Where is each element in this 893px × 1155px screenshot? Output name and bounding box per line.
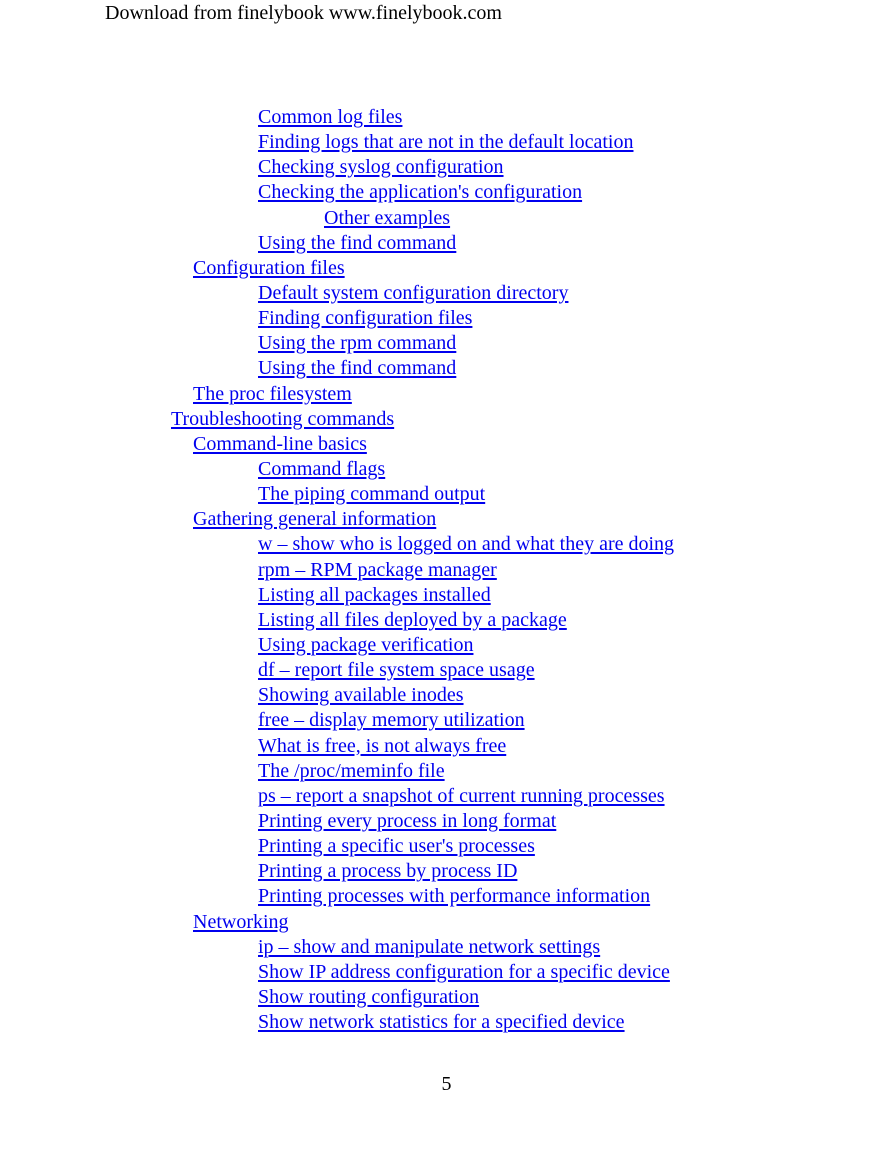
toc-entry bbox=[0, 583, 893, 608]
toc-link[interactable]: ip – show and manipulate network settings bbox=[258, 935, 601, 958]
toc-link[interactable]: Checking syslog configuration bbox=[258, 156, 504, 179]
toc-entry bbox=[0, 1010, 893, 1035]
toc-entry bbox=[0, 784, 893, 809]
toc-link[interactable]: Finding logs that are not in the default location bbox=[258, 131, 634, 154]
toc-link[interactable]: Common log files bbox=[258, 106, 403, 128]
toc-link[interactable]: Show routing configuration bbox=[258, 985, 480, 1008]
toc-link[interactable]: Gathering general information bbox=[193, 508, 437, 531]
toc-entry bbox=[0, 935, 893, 960]
toc-link[interactable]: Using the find command bbox=[258, 231, 457, 254]
toc-entry bbox=[0, 231, 893, 256]
toc-link[interactable]: df – report file system space usage bbox=[258, 659, 535, 682]
toc-entry bbox=[0, 356, 893, 381]
toc-link[interactable]: ps – report a snapshot of current running processes bbox=[258, 784, 665, 807]
toc-link[interactable]: What is free, is not always free bbox=[258, 734, 507, 757]
toc-entry bbox=[0, 884, 893, 909]
toc-entry bbox=[0, 558, 893, 583]
toc-entry bbox=[0, 206, 893, 231]
toc-link[interactable]: Command flags bbox=[258, 457, 386, 480]
toc-entry bbox=[0, 734, 893, 759]
toc-entry bbox=[0, 960, 893, 985]
toc-entry bbox=[0, 306, 893, 331]
toc-entry bbox=[0, 105, 893, 130]
download-header: Download from finelybook www.finelybook.com bbox=[105, 2, 502, 24]
toc-link[interactable]: free – display memory utilization bbox=[258, 709, 525, 732]
toc-entry bbox=[0, 256, 893, 281]
toc-link[interactable]: Default system configuration directory bbox=[258, 281, 569, 304]
toc-entry bbox=[0, 759, 893, 784]
toc-link[interactable]: rpm – RPM package manager bbox=[258, 558, 497, 581]
toc-entry bbox=[0, 910, 893, 935]
toc-entry bbox=[0, 608, 893, 633]
toc-link[interactable]: Other examples bbox=[324, 206, 451, 229]
toc-entry bbox=[0, 281, 893, 306]
toc-link[interactable]: Printing a process by process ID bbox=[258, 860, 518, 883]
toc-link[interactable]: Show IP address configuration for a specific device bbox=[258, 960, 670, 983]
page-number: 5 bbox=[441, 1073, 452, 1095]
toc-entry bbox=[0, 809, 893, 834]
toc-link[interactable]: Troubleshooting commands bbox=[171, 407, 395, 430]
toc-link[interactable]: Using the find command bbox=[258, 357, 457, 380]
toc-link[interactable]: Using package verification bbox=[258, 633, 474, 656]
toc-link[interactable]: Listing all files deployed by a package bbox=[258, 608, 567, 631]
toc-link[interactable]: Configuration files bbox=[193, 256, 345, 279]
toc-link[interactable]: Checking the application's configuration bbox=[258, 181, 583, 204]
table-of-contents bbox=[0, 105, 893, 1035]
toc-link[interactable]: Networking bbox=[193, 910, 289, 933]
toc-entry bbox=[0, 130, 893, 155]
toc-link[interactable]: w – show who is logged on and what they are doing bbox=[258, 533, 675, 556]
toc-entry bbox=[0, 532, 893, 557]
toc-entry bbox=[0, 834, 893, 859]
toc-entry bbox=[0, 482, 893, 507]
toc-link[interactable]: Listing all packages installed bbox=[258, 583, 491, 606]
toc-entry bbox=[0, 457, 893, 482]
toc-entry bbox=[0, 633, 893, 658]
toc-entry bbox=[0, 708, 893, 733]
toc-link[interactable]: Using the rpm command bbox=[258, 332, 457, 355]
toc-link[interactable]: Printing every process in long format bbox=[258, 809, 557, 832]
toc-entry bbox=[0, 658, 893, 683]
toc-link[interactable]: The proc filesystem bbox=[193, 382, 352, 405]
toc-link[interactable]: Printing processes with performance information bbox=[258, 885, 651, 908]
toc-link[interactable]: Showing available inodes bbox=[258, 684, 464, 707]
toc-entry bbox=[0, 985, 893, 1010]
toc-link[interactable]: Finding configuration files bbox=[258, 307, 473, 330]
toc-entry bbox=[0, 382, 893, 407]
toc-entry bbox=[0, 859, 893, 884]
toc-entry bbox=[0, 432, 893, 457]
toc-link[interactable]: The /proc/meminfo file bbox=[258, 759, 445, 782]
toc-entry bbox=[0, 683, 893, 708]
toc-entry bbox=[0, 507, 893, 532]
toc-link[interactable]: Command-line basics bbox=[193, 432, 367, 455]
toc-entry bbox=[0, 180, 893, 205]
toc-link[interactable]: Show network statistics for a specified device bbox=[258, 1011, 625, 1034]
toc-entry bbox=[0, 331, 893, 356]
toc-entry bbox=[0, 155, 893, 180]
toc-link[interactable]: The piping command output bbox=[258, 483, 486, 506]
toc-link[interactable]: Printing a specific user's processes bbox=[258, 835, 535, 858]
toc-entry bbox=[0, 407, 893, 432]
